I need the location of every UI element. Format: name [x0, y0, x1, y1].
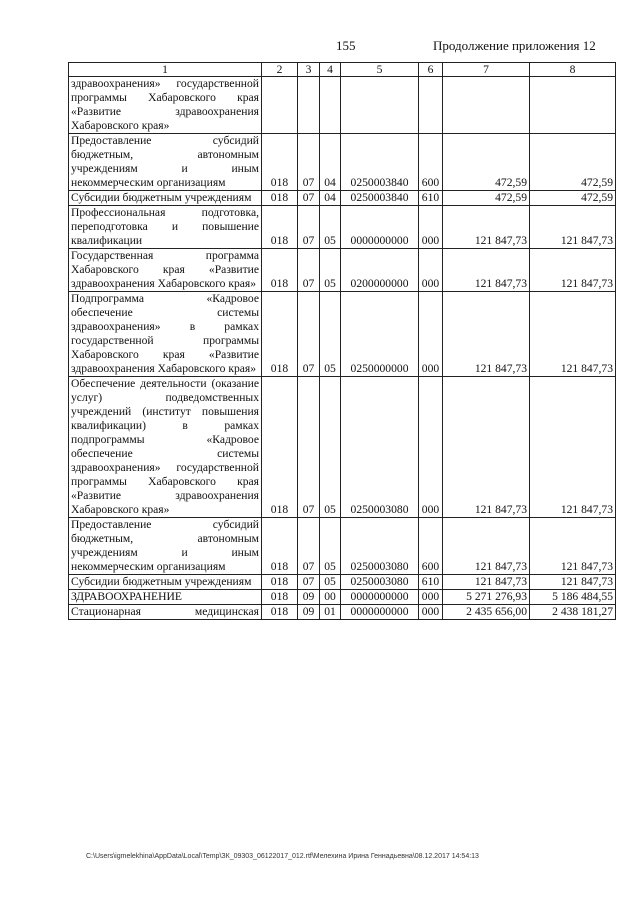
column-header: 5: [341, 63, 419, 77]
cell-amount-8: 121 847,73: [530, 518, 616, 575]
table-row: [69, 249, 616, 292]
cell-target-article: 0250003080: [341, 575, 419, 590]
table-row: [69, 292, 616, 377]
cell-expense-type: 000: [419, 590, 443, 605]
cell-section: 07: [298, 292, 320, 377]
row-name: Государственная программа Хабаровского края «Развитие здравоохранения Хабаровского края»: [69, 249, 262, 292]
cell-target-article: 0250003080: [341, 518, 419, 575]
cell-expense-type: 600: [419, 518, 443, 575]
column-header: 7: [443, 63, 530, 77]
table-row: [69, 590, 616, 605]
cell-target-article: 0250003840: [341, 134, 419, 191]
cell-amount-8: 2 438 181,27: [530, 605, 616, 620]
cell-expense-type: 610: [419, 575, 443, 590]
cell-expense-type: [419, 77, 443, 134]
cell-target-article: 0000000000: [341, 590, 419, 605]
table-row: [69, 605, 616, 620]
cell-section: 07: [298, 575, 320, 590]
cell-amount-7: 121 847,73: [443, 518, 530, 575]
column-header: 8: [530, 63, 616, 77]
row-name: Субсидии бюджетным учреждениям: [69, 575, 262, 590]
cell-expense-type: 000: [419, 206, 443, 249]
row-name: Профессиональная подготовка, переподготовка и повышение квалификации: [69, 206, 262, 249]
cell-expense-type: 000: [419, 605, 443, 620]
row-name: Предоставление субсидий бюджетным, автономным учреждениям и иным некоммерческим организациям: [69, 518, 262, 575]
page-number: 155: [336, 38, 356, 53]
cell-section: 07: [298, 206, 320, 249]
cell-expense-type: 000: [419, 292, 443, 377]
cell-ministry: 018: [262, 590, 298, 605]
cell-subsection: 05: [320, 575, 341, 590]
row-name: Субсидии бюджетным учреждениям: [69, 191, 262, 206]
cell-amount-8: 5 186 484,55: [530, 590, 616, 605]
column-header: 3: [298, 63, 320, 77]
cell-amount-7: 121 847,73: [443, 377, 530, 518]
cell-subsection: [320, 77, 341, 134]
cell-target-article: 0250000000: [341, 292, 419, 377]
cell-amount-7: 121 847,73: [443, 575, 530, 590]
file-path-footer: C:\Users\igmelekhina\AppData\Local\Temp\ЗК_09303_06122017_012.rtf\Мелехина Ирина Геннадьевна\08.12.2017 14:54:13: [86, 853, 479, 860]
table-row: [69, 206, 616, 249]
table-row: [69, 575, 616, 590]
row-name: Стационарная медицинская: [69, 605, 262, 620]
cell-amount-7: 472,59: [443, 191, 530, 206]
row-name: Предоставление субсидий бюджетным, автономным учреждениям и иным некоммерческим организациям: [69, 134, 262, 191]
cell-amount-8: 121 847,73: [530, 249, 616, 292]
cell-amount-7: 121 847,73: [443, 206, 530, 249]
table-row: [69, 191, 616, 206]
cell-amount-7: [443, 77, 530, 134]
cell-subsection: 04: [320, 134, 341, 191]
cell-section: 09: [298, 590, 320, 605]
cell-amount-8: 472,59: [530, 134, 616, 191]
cell-amount-8: [530, 77, 616, 134]
cell-subsection: 05: [320, 249, 341, 292]
column-header: 6: [419, 63, 443, 77]
cell-amount-7: 121 847,73: [443, 249, 530, 292]
continuation-header: Продолжение приложения 12: [433, 38, 596, 53]
cell-ministry: 018: [262, 605, 298, 620]
cell-subsection: 01: [320, 605, 341, 620]
cell-amount-8: 472,59: [530, 191, 616, 206]
column-header: 2: [262, 63, 298, 77]
cell-target-article: 0000000000: [341, 206, 419, 249]
row-name: здравоохранения» государственной программы Хабаровского края «Развитие здравоохранения Хабаровского края»: [69, 77, 262, 134]
cell-amount-7: 472,59: [443, 134, 530, 191]
cell-ministry: 018: [262, 134, 298, 191]
cell-ministry: 018: [262, 575, 298, 590]
table-row: [69, 377, 616, 518]
cell-target-article: 0200000000: [341, 249, 419, 292]
cell-expense-type: 000: [419, 377, 443, 518]
cell-target-article: 0000000000: [341, 605, 419, 620]
table-row: [69, 134, 616, 191]
cell-subsection: 05: [320, 377, 341, 518]
cell-amount-8: 121 847,73: [530, 575, 616, 590]
cell-amount-8: 121 847,73: [530, 377, 616, 518]
cell-target-article: [341, 77, 419, 134]
cell-section: [298, 77, 320, 134]
cell-subsection: 00: [320, 590, 341, 605]
cell-section: 09: [298, 605, 320, 620]
table-row: [69, 518, 616, 575]
cell-ministry: [262, 77, 298, 134]
column-header: 1: [69, 63, 262, 77]
cell-target-article: 0250003840: [341, 191, 419, 206]
cell-amount-8: 121 847,73: [530, 292, 616, 377]
cell-target-article: 0250003080: [341, 377, 419, 518]
cell-subsection: 05: [320, 206, 341, 249]
column-header: 4: [320, 63, 341, 77]
cell-ministry: 018: [262, 518, 298, 575]
cell-ministry: 018: [262, 377, 298, 518]
cell-section: 07: [298, 377, 320, 518]
cell-ministry: 018: [262, 206, 298, 249]
column-header-row: [69, 63, 616, 77]
cell-amount-7: 2 435 656,00: [443, 605, 530, 620]
cell-subsection: 05: [320, 292, 341, 377]
row-name: ЗДРАВООХРАНЕНИЕ: [69, 590, 262, 605]
cell-expense-type: 610: [419, 191, 443, 206]
cell-section: 07: [298, 134, 320, 191]
cell-ministry: 018: [262, 191, 298, 206]
cell-section: 07: [298, 249, 320, 292]
cell-expense-type: 600: [419, 134, 443, 191]
cell-ministry: 018: [262, 292, 298, 377]
cell-amount-7: 5 271 276,93: [443, 590, 530, 605]
cell-subsection: 04: [320, 191, 341, 206]
row-name: Подпрограмма «Кадровое обеспечение системы здравоохранения» в рамках государственной программы Хабаровского края «Развитие здравоохранения Хабаровского края»: [69, 292, 262, 377]
cell-amount-7: 121 847,73: [443, 292, 530, 377]
cell-amount-8: 121 847,73: [530, 206, 616, 249]
cell-subsection: 05: [320, 518, 341, 575]
cell-ministry: 018: [262, 249, 298, 292]
cell-section: 07: [298, 518, 320, 575]
table-row: [69, 77, 616, 134]
cell-section: 07: [298, 191, 320, 206]
budget-table: [68, 62, 616, 620]
cell-expense-type: 000: [419, 249, 443, 292]
row-name: Обеспечение деятельности (оказание услуг) подведомственных учреждений (институт повышения квалификации) в рамках подпрограммы «Кадровое обеспечение системы здравоохранения» государственной программы Хабаровского края «Развитие здравоохранения Хабаровского края»: [69, 377, 262, 518]
